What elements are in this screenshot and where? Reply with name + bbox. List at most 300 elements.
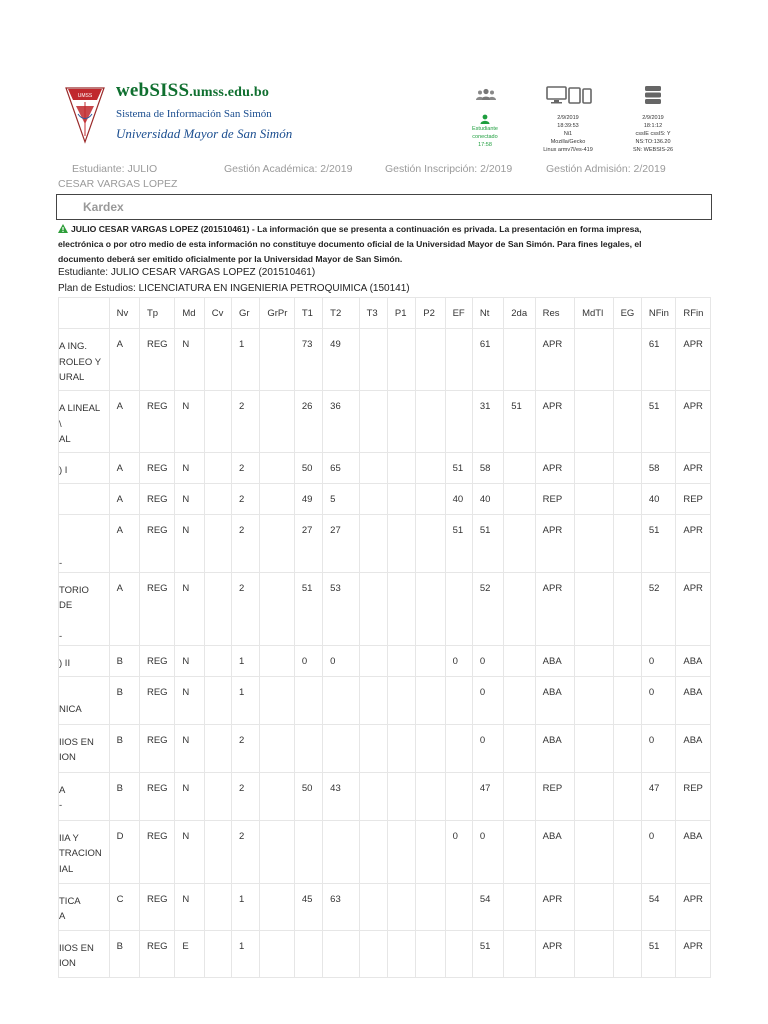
grade-cell xyxy=(260,572,294,645)
grade-cell xyxy=(359,515,387,573)
column-header[interactable]: Md xyxy=(175,298,204,329)
client-info-line: Mozilla/Gecko xyxy=(550,139,586,145)
grade-cell xyxy=(294,930,322,977)
grade-cell: APR xyxy=(535,883,574,930)
grade-cell: 40 xyxy=(641,484,675,515)
grade-cell: 0 xyxy=(472,820,503,883)
grade-cell: 49 xyxy=(294,484,322,515)
grade-cell xyxy=(204,930,231,977)
grade-cell: 58 xyxy=(641,453,675,484)
grade-cell: 51 xyxy=(641,391,675,453)
grade-cell xyxy=(504,676,535,724)
logo-text: UMSS xyxy=(77,93,93,99)
grade-cell: N xyxy=(175,724,204,772)
grade-cell: REG xyxy=(139,724,174,772)
grade-cell: REG xyxy=(139,453,174,484)
table-row[interactable] xyxy=(59,645,711,676)
grade-cell: REG xyxy=(139,772,174,820)
subject-cell: IIOS EN ION xyxy=(59,930,110,977)
grade-cell: 2 xyxy=(232,453,260,484)
grade-cell xyxy=(260,724,294,772)
grade-cell: REG xyxy=(139,930,174,977)
grade-cell: REG xyxy=(139,391,174,453)
grade-cell: N xyxy=(175,883,204,930)
grade-cell: 50 xyxy=(294,772,322,820)
brand-university: Universidad Mayor de San Simón xyxy=(116,126,293,141)
grade-cell xyxy=(613,391,641,453)
grade-cell xyxy=(504,883,535,930)
brand xyxy=(116,80,292,142)
grade-cell xyxy=(204,391,231,453)
grade-cell xyxy=(260,645,294,676)
table-row[interactable] xyxy=(59,930,711,977)
grade-cell xyxy=(613,772,641,820)
grade-cell xyxy=(504,484,535,515)
grade-cell: A xyxy=(109,453,139,484)
student-info xyxy=(58,162,177,192)
column-header[interactable]: GrPr xyxy=(260,298,294,329)
grade-cell: ABA xyxy=(676,676,711,724)
grade-cell: N xyxy=(175,329,204,391)
table-row[interactable] xyxy=(59,572,711,645)
server-info-line: SN: WEBSIS-26 xyxy=(632,147,674,153)
grade-cell xyxy=(387,645,415,676)
column-header[interactable]: EF xyxy=(445,298,472,329)
grade-cell xyxy=(260,484,294,515)
grade-cell: ABA xyxy=(676,724,711,772)
grade-cell xyxy=(387,883,415,930)
grades-body xyxy=(59,329,711,978)
grade-cell: APR xyxy=(676,930,711,977)
client-info-line: 2/9/2019 xyxy=(557,115,579,121)
grade-cell: 0 xyxy=(641,820,675,883)
grade-cell: 27 xyxy=(294,515,322,573)
grade-cell xyxy=(294,820,322,883)
server-info-line: 18:1:12 xyxy=(643,123,663,129)
grades-header xyxy=(59,298,711,329)
grade-cell: B xyxy=(109,676,139,724)
grade-cell xyxy=(204,645,231,676)
grade-cell xyxy=(204,572,231,645)
grade-cell xyxy=(204,484,231,515)
grade-cell xyxy=(445,329,472,391)
notice-line1: - La información que se presenta a continuación es privada. La presentación en forma impresa, xyxy=(249,224,642,234)
grade-cell: N xyxy=(175,391,204,453)
grade-cell: B xyxy=(109,930,139,977)
grade-cell: 47 xyxy=(472,772,503,820)
grade-cell xyxy=(613,453,641,484)
grade-cell xyxy=(416,724,445,772)
grade-cell: REG xyxy=(139,820,174,883)
grade-cell xyxy=(504,930,535,977)
grade-cell: D xyxy=(109,820,139,883)
grade-cell xyxy=(416,930,445,977)
grade-cell: N xyxy=(175,772,204,820)
grade-cell: APR xyxy=(535,329,574,391)
grade-cell xyxy=(260,453,294,484)
grade-cell xyxy=(613,930,641,977)
grade-cell xyxy=(445,883,472,930)
grade-cell: REP xyxy=(535,772,574,820)
grade-cell: 27 xyxy=(323,515,359,573)
grade-cell: 51 xyxy=(294,572,322,645)
grade-cell: REG xyxy=(139,484,174,515)
grade-cell xyxy=(445,391,472,453)
subject-cell: IIA Y TRACION IAL xyxy=(59,820,110,883)
notice-line3: documento deberá ser emitido oficialmente por la Universidad Mayor de San Simón. xyxy=(58,254,403,264)
grade-cell xyxy=(387,329,415,391)
grade-cell: APR xyxy=(535,515,574,573)
column-header[interactable] xyxy=(59,298,110,329)
grade-cell xyxy=(204,453,231,484)
server-info xyxy=(622,114,684,154)
gestion-admision: Gestión Admisión: 2/2019 xyxy=(546,163,666,175)
grade-cell xyxy=(504,329,535,391)
grade-cell xyxy=(323,724,359,772)
student-info-line2: CESAR VARGAS LOPEZ xyxy=(58,178,178,190)
user-status xyxy=(462,114,508,149)
grade-cell: 40 xyxy=(445,484,472,515)
column-header[interactable]: Tp xyxy=(139,298,174,329)
column-header[interactable]: MdTl xyxy=(575,298,613,329)
grade-cell: A xyxy=(109,484,139,515)
grade-cell xyxy=(359,772,387,820)
grade-cell: B xyxy=(109,645,139,676)
grade-cell xyxy=(504,515,535,573)
table-row[interactable] xyxy=(59,515,711,573)
grade-cell: N xyxy=(175,645,204,676)
subject-cell: TORIO DE - xyxy=(59,572,110,645)
server-info-line: 2/9/2019 xyxy=(642,115,664,121)
grade-cell: 31 xyxy=(472,391,503,453)
grade-cell: 1 xyxy=(232,930,260,977)
grade-cell: 2 xyxy=(232,820,260,883)
user-icon xyxy=(480,114,490,124)
grade-cell xyxy=(416,572,445,645)
grade-cell: 52 xyxy=(472,572,503,645)
grade-cell xyxy=(359,676,387,724)
grade-cell xyxy=(613,883,641,930)
grade-cell: 51 xyxy=(472,930,503,977)
grade-cell: 63 xyxy=(323,883,359,930)
grade-cell xyxy=(260,515,294,573)
table-row[interactable] xyxy=(59,484,711,515)
grade-cell xyxy=(260,930,294,977)
grade-cell: B xyxy=(109,724,139,772)
user-status-line: Estudiante xyxy=(472,126,498,132)
grade-cell: 51 xyxy=(445,453,472,484)
grade-cell: 2 xyxy=(232,572,260,645)
grade-cell xyxy=(445,930,472,977)
grade-cell: 51 xyxy=(472,515,503,573)
grade-cell xyxy=(575,676,613,724)
grade-cell xyxy=(416,391,445,453)
grade-cell: 1 xyxy=(232,883,260,930)
grade-cell xyxy=(323,820,359,883)
gestion-academica: Gestión Académica: 2/2019 xyxy=(224,163,353,175)
grade-cell: 0 xyxy=(323,645,359,676)
grade-cell: ABA xyxy=(676,645,711,676)
grade-cell xyxy=(387,930,415,977)
grade-cell xyxy=(575,724,613,772)
grade-cell: REG xyxy=(139,883,174,930)
grade-cell: 2 xyxy=(232,724,260,772)
grade-cell xyxy=(294,724,322,772)
grade-cell: 51 xyxy=(504,391,535,453)
grade-cell: 49 xyxy=(323,329,359,391)
grade-cell xyxy=(204,676,231,724)
grade-cell: 47 xyxy=(641,772,675,820)
grade-cell xyxy=(387,515,415,573)
grade-cell xyxy=(359,391,387,453)
grade-cell xyxy=(416,883,445,930)
grade-cell xyxy=(359,645,387,676)
grade-cell xyxy=(359,329,387,391)
grade-cell xyxy=(204,724,231,772)
grade-cell xyxy=(575,391,613,453)
grade-cell: 58 xyxy=(472,453,503,484)
grade-cell xyxy=(575,453,613,484)
grade-cell xyxy=(260,820,294,883)
grade-cell: 2 xyxy=(232,484,260,515)
plan-line: Plan de Estudios: LICENCIATURA EN INGENIERIA PETROQUIMICA (150141) xyxy=(58,283,410,294)
server-icon[interactable] xyxy=(645,86,661,104)
grade-cell xyxy=(387,391,415,453)
grade-cell xyxy=(387,772,415,820)
grade-cell xyxy=(613,515,641,573)
grade-cell xyxy=(260,676,294,724)
column-header[interactable]: Cv xyxy=(204,298,231,329)
column-header[interactable]: P1 xyxy=(387,298,415,329)
grade-cell: 0 xyxy=(641,676,675,724)
client-info-line: Ni1 xyxy=(563,131,573,137)
grade-cell: 0 xyxy=(472,724,503,772)
grade-cell: REG xyxy=(139,645,174,676)
student-info-line1: Estudiante: JULIO xyxy=(72,163,158,175)
grade-cell xyxy=(323,930,359,977)
user-status-line: 17:58 xyxy=(478,142,492,148)
grade-cell xyxy=(387,453,415,484)
grade-cell xyxy=(387,820,415,883)
subject-cell: A LINEAL \ AL xyxy=(59,391,110,453)
grade-cell: 5 xyxy=(323,484,359,515)
grade-cell: APR xyxy=(676,391,711,453)
grade-cell: ABA xyxy=(676,820,711,883)
grade-cell: 0 xyxy=(472,676,503,724)
grade-cell: 61 xyxy=(641,329,675,391)
student-line: Estudiante: JULIO CESAR VARGAS LOPEZ (201510461) xyxy=(58,267,316,278)
brand-domain: .umss.edu.bo xyxy=(189,85,270,100)
gestion-inscripcion: Gestión Inscripción: 2/2019 xyxy=(385,163,513,175)
grade-cell xyxy=(387,724,415,772)
grade-cell xyxy=(260,329,294,391)
grade-cell xyxy=(504,572,535,645)
grade-cell: B xyxy=(109,772,139,820)
grade-cell: APR xyxy=(676,453,711,484)
grade-cell: 51 xyxy=(641,930,675,977)
grade-cell: 0 xyxy=(294,645,322,676)
grade-cell xyxy=(504,645,535,676)
table-row[interactable] xyxy=(59,329,711,391)
subject-cell: IIOS EN ION xyxy=(59,724,110,772)
grade-cell: 2 xyxy=(232,772,260,820)
subject-cell: A ING. ROLEO Y URAL xyxy=(59,329,110,391)
grade-cell xyxy=(359,820,387,883)
column-header[interactable]: RFin xyxy=(676,298,711,329)
brand-main: webSISS xyxy=(116,80,190,101)
grade-cell: N xyxy=(175,484,204,515)
grade-cell xyxy=(613,484,641,515)
subject-cell xyxy=(59,484,110,515)
grade-cell: 40 xyxy=(472,484,503,515)
grade-cell: 2 xyxy=(232,391,260,453)
grade-cell xyxy=(575,572,613,645)
grade-cell xyxy=(204,515,231,573)
grade-cell xyxy=(504,453,535,484)
grade-cell xyxy=(359,883,387,930)
grade-cell: 36 xyxy=(323,391,359,453)
umss-logo xyxy=(64,84,106,144)
grade-cell xyxy=(416,676,445,724)
users-icon[interactable] xyxy=(476,88,496,100)
grade-cell xyxy=(204,883,231,930)
devices-icon[interactable] xyxy=(546,86,592,104)
grade-cell xyxy=(416,484,445,515)
grade-cell: APR xyxy=(535,391,574,453)
grade-cell xyxy=(387,676,415,724)
grade-cell xyxy=(613,329,641,391)
grade-cell: A xyxy=(109,515,139,573)
notice-line2: electrónica o por otro medio de esta información no constituye documento oficial de la Universidad Mayor de San Simón. Para fines legales, el xyxy=(58,239,642,249)
privacy-notice xyxy=(58,222,698,267)
grade-cell: 0 xyxy=(445,645,472,676)
grade-cell xyxy=(445,676,472,724)
grade-cell: 51 xyxy=(641,515,675,573)
table-row[interactable] xyxy=(59,453,711,484)
warning-icon xyxy=(58,224,68,233)
column-header[interactable]: 2da xyxy=(504,298,535,329)
notice-name: JULIO CESAR VARGAS LOPEZ (201510461) xyxy=(71,224,250,234)
grade-cell xyxy=(575,515,613,573)
grade-cell: 54 xyxy=(641,883,675,930)
grade-cell: ABA xyxy=(535,724,574,772)
grade-cell xyxy=(323,676,359,724)
subject-cell: ) II xyxy=(59,645,110,676)
grade-cell: 43 xyxy=(323,772,359,820)
grade-cell: 53 xyxy=(323,572,359,645)
grade-cell xyxy=(504,724,535,772)
grade-cell xyxy=(445,572,472,645)
kardex-panel xyxy=(56,194,712,220)
column-header[interactable]: T2 xyxy=(323,298,359,329)
table-row[interactable] xyxy=(59,724,711,772)
grade-cell xyxy=(575,484,613,515)
table-row[interactable] xyxy=(59,391,711,453)
grade-cell: 51 xyxy=(445,515,472,573)
grade-cell xyxy=(359,453,387,484)
column-header[interactable]: Nt xyxy=(472,298,503,329)
table-row[interactable] xyxy=(59,676,711,724)
subject-cell: NICA xyxy=(59,676,110,724)
grade-cell: A xyxy=(109,391,139,453)
table-row[interactable] xyxy=(59,772,711,820)
grade-cell xyxy=(504,820,535,883)
grade-cell xyxy=(575,772,613,820)
grade-cell: N xyxy=(175,676,204,724)
brand-subtitle: Sistema de Información San Simón xyxy=(116,108,272,120)
grade-cell: 2 xyxy=(232,515,260,573)
grade-cell xyxy=(359,572,387,645)
column-header[interactable]: Res xyxy=(535,298,574,329)
grade-cell: 52 xyxy=(641,572,675,645)
grade-cell xyxy=(260,391,294,453)
column-header[interactable]: T1 xyxy=(294,298,322,329)
grade-cell xyxy=(613,724,641,772)
grade-cell xyxy=(359,724,387,772)
grade-cell xyxy=(613,645,641,676)
grade-cell xyxy=(575,645,613,676)
grade-cell xyxy=(416,515,445,573)
grade-cell xyxy=(416,645,445,676)
grade-cell: APR xyxy=(676,883,711,930)
grade-cell xyxy=(613,820,641,883)
grade-cell: ABA xyxy=(535,820,574,883)
column-header[interactable]: Nv xyxy=(109,298,139,329)
grade-cell xyxy=(204,820,231,883)
column-header[interactable]: T3 xyxy=(359,298,387,329)
client-info-line: Linux armv7l/es-419 xyxy=(543,147,593,153)
grade-cell: 1 xyxy=(232,329,260,391)
grade-cell xyxy=(294,676,322,724)
grade-cell: APR xyxy=(535,930,574,977)
table-row[interactable] xyxy=(59,883,711,930)
subject-cell: TICA A xyxy=(59,883,110,930)
grade-cell: APR xyxy=(676,329,711,391)
column-header[interactable]: P2 xyxy=(416,298,445,329)
brand-title[interactable] xyxy=(116,80,292,102)
grade-cell xyxy=(387,572,415,645)
column-header[interactable]: NFin xyxy=(641,298,675,329)
client-info-line: 18:39:53 xyxy=(557,123,579,129)
grade-cell: APR xyxy=(535,572,574,645)
column-header[interactable]: EG xyxy=(613,298,641,329)
grade-cell: 61 xyxy=(472,329,503,391)
grade-cell: REG xyxy=(139,676,174,724)
grade-cell xyxy=(416,329,445,391)
grade-cell: 1 xyxy=(232,676,260,724)
subject-cell: A - xyxy=(59,772,110,820)
grade-cell xyxy=(575,329,613,391)
subject-cell: ) I xyxy=(59,453,110,484)
table-row[interactable] xyxy=(59,820,711,883)
grade-cell xyxy=(204,329,231,391)
grade-cell: A xyxy=(109,329,139,391)
server-info-line: NS:TO:136.20 xyxy=(635,139,671,145)
grade-cell: 0 xyxy=(641,645,675,676)
column-header[interactable]: Gr xyxy=(232,298,260,329)
grade-cell xyxy=(575,883,613,930)
grade-cell: REG xyxy=(139,515,174,573)
grade-cell xyxy=(416,772,445,820)
kardex-title: Kardex xyxy=(83,200,124,214)
grade-cell: N xyxy=(175,515,204,573)
grade-cell xyxy=(575,820,613,883)
grade-cell xyxy=(204,772,231,820)
grade-cell: 0 xyxy=(641,724,675,772)
grade-cell xyxy=(260,772,294,820)
grade-cell xyxy=(445,772,472,820)
grade-cell: ABA xyxy=(535,676,574,724)
